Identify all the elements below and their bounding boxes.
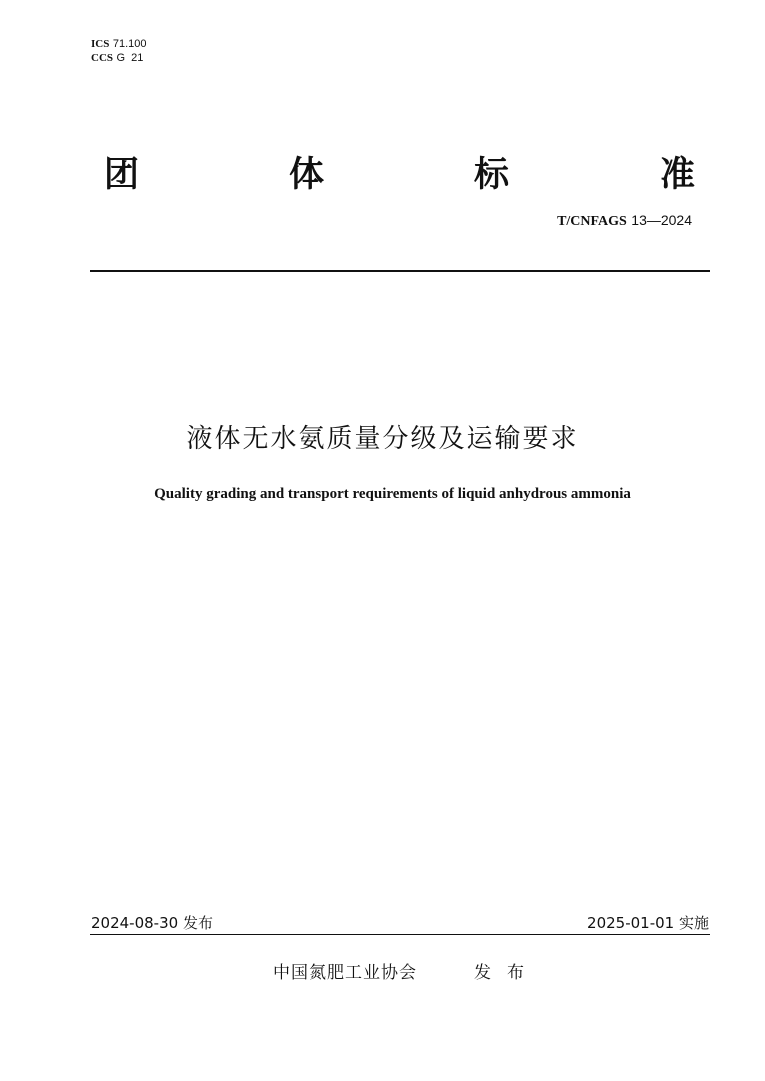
standard-number-prefix: T/CNFAGS [557,214,627,229]
ccs-label: CCS [91,52,114,64]
standard-type-char: 标 [474,155,510,195]
standard-type-char: 团 [104,155,140,195]
ics-code [91,37,147,51]
standard-number [557,212,692,230]
top-divider [90,270,710,272]
standard-type-char: 体 [289,155,325,195]
standard-type-char: 准 [660,155,696,195]
issue-label: 发布 [474,963,540,983]
ccs-value: G 21 [116,52,144,64]
standard-number-suffix: 13—2024 [631,212,692,228]
document-title-chinese: 液体无水氨质量分级及运输要求 [186,424,579,454]
ics-label: ICS [91,38,110,50]
classification-codes [91,37,147,65]
publish-date: 2024-08-30 发布 [91,914,213,932]
issuing-organization: 中国氮肥工业协会 [273,963,417,983]
ics-value: 71.100 [112,38,147,50]
document-title-english: Quality grading and transport requirements of liquid anhydrous ammonia [154,486,631,502]
standard-type-heading [104,152,704,198]
effective-date: 2025-01-01 实施 [587,914,709,932]
bottom-divider [90,934,710,935]
ccs-code [91,51,147,65]
